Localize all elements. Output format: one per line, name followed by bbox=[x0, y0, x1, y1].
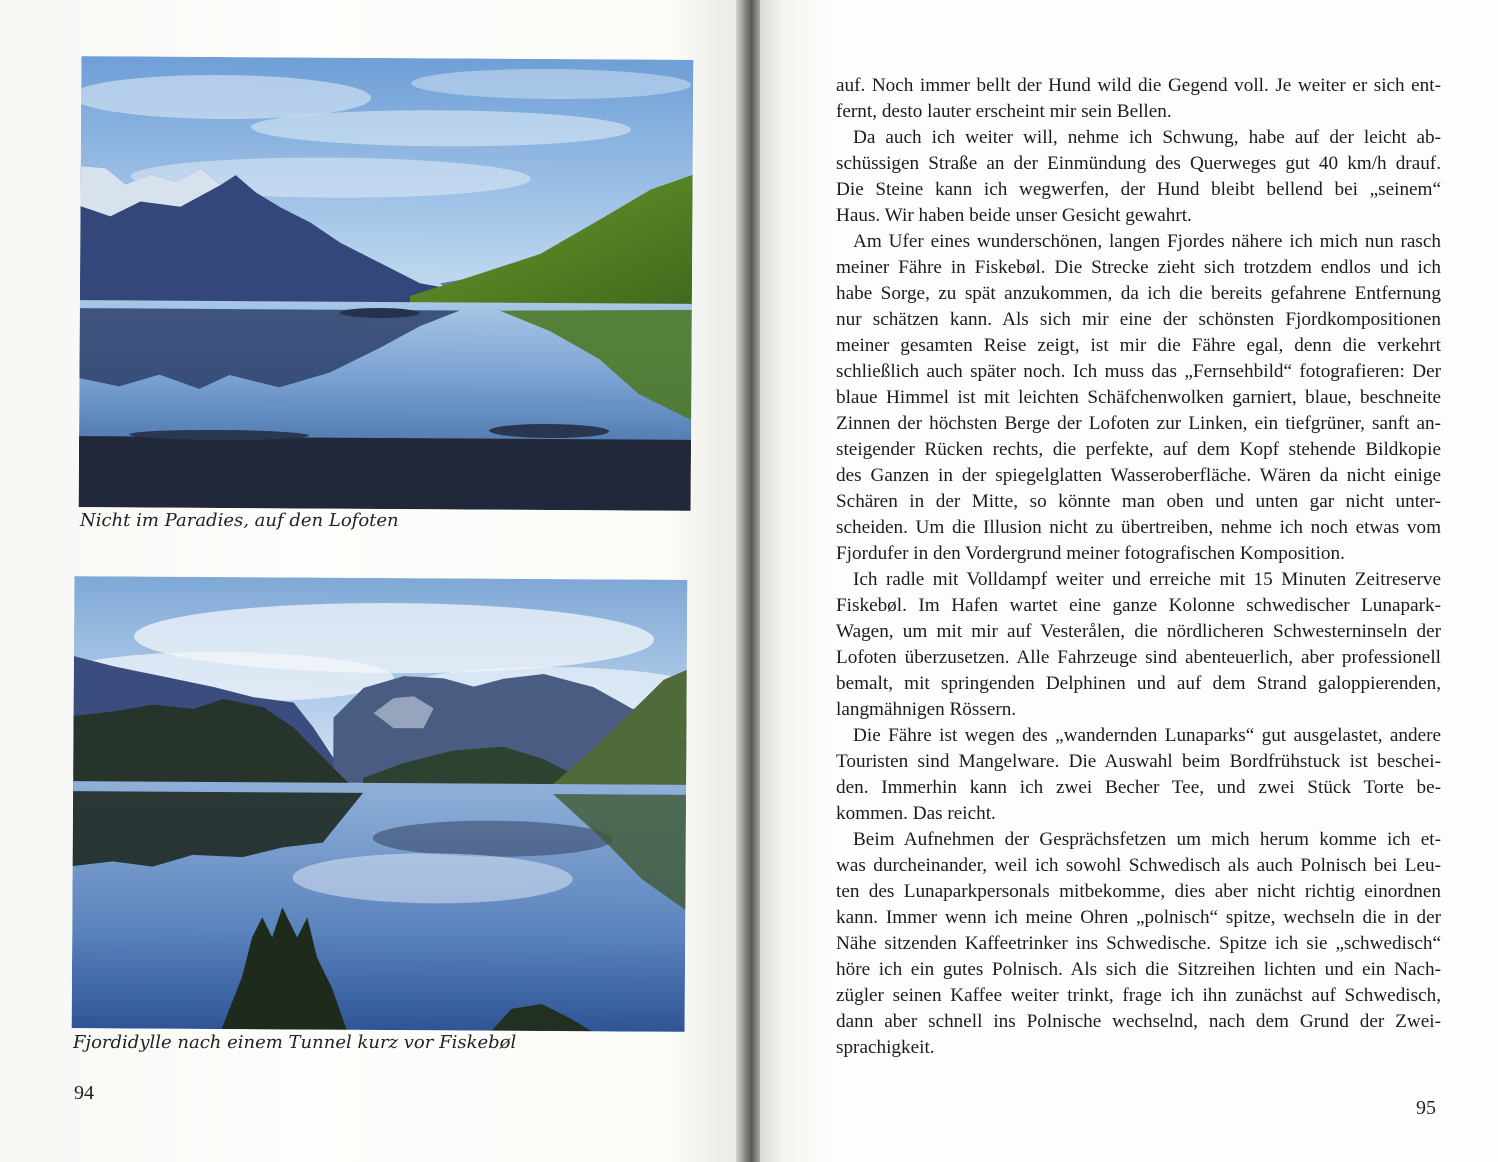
text-line: meiner Fähre in Fiskebøl. Die Strecke zieht sich trotzdem endlos und ich bbox=[836, 257, 1441, 278]
text-line: schüssigen Straße an der Einmündung des Querweges gut 40 km/h drauf. bbox=[836, 153, 1441, 174]
text-line: Da auch ich weiter will, nehme ich Schwung, habe auf der leicht ab- bbox=[853, 127, 1441, 148]
page-number: 94 bbox=[74, 1082, 94, 1104]
text-line: ten des Lunaparkpersonals mitbekomme, dies aber nicht richtig einordnen bbox=[836, 881, 1441, 902]
text-line: Schären in der Mitte, so könnte man oben und unten gar nicht unter- bbox=[836, 491, 1441, 512]
text-line: Beim Aufnehmen der Gesprächsfetzen um mich herum komme ich et- bbox=[853, 829, 1441, 850]
text-line: Lofoten überzusetzen. Alle Fahrzeuge sind abenteuerlich, aber professionell bbox=[836, 647, 1441, 668]
photo-fjord-fiskeboel bbox=[72, 576, 688, 1032]
text-line: Fjordufer in den Vordergrund meiner fotografischen Komposition. bbox=[836, 543, 1345, 564]
text-line: blaue Himmel ist mit leichten Schäfchenwolken garniert, blaue, beschneite bbox=[836, 387, 1441, 408]
text-line: dann aber schnell ins Polnische wechselnd, nach dem Grund der Zwei- bbox=[836, 1011, 1441, 1032]
text-line: kommen. Das reicht. bbox=[836, 803, 996, 824]
text-line: Wagen, um mit mir auf Vesterålen, die nördlicheren Schwesterninseln der bbox=[836, 621, 1441, 642]
text-line: was durcheinander, weil ich sowohl Schwedisch als auch Polnisch bei Leu- bbox=[836, 855, 1441, 876]
text-line: bemalt, mit springenden Delphinen und auf dem Strand galoppierenden, bbox=[836, 673, 1441, 694]
text-line: auf. Noch immer bellt der Hund wild die Gegend voll. Je weiter er sich ent- bbox=[836, 75, 1441, 96]
text-line: Die Fähre ist wegen des „wandernden Lunaparks“ gut ausgelastet, andere bbox=[853, 725, 1441, 746]
text-line: Zinnen der höchsten Berge der Lofoten zur Linken, ein tiefgrüner, sanft an- bbox=[836, 413, 1441, 434]
text-line: nur schätzen kann. Als sich mir eine der schönsten Fjordkompositionen bbox=[836, 309, 1441, 330]
text-line: scheiden. Um die Illusion nicht zu übertreiben, nehme ich noch etwas vom bbox=[836, 517, 1441, 538]
text-line: Die Steine kann ich wegwerfen, der Hund bleibt bellend bei „seinem“ bbox=[836, 179, 1441, 200]
text-line: Haus. Wir haben beide unser Gesicht gewahrt. bbox=[836, 205, 1192, 226]
left-page bbox=[0, 0, 742, 1162]
text-line: habe Sorge, zu spät anzukommen, da ich die bereits gefahrene Entfernung bbox=[836, 283, 1441, 304]
text-line: sprachigkeit. bbox=[836, 1037, 935, 1058]
text-line: Ich radle mit Volldampf weiter und erreiche mit 15 Minuten Zeitreserve bbox=[853, 569, 1441, 590]
page-number: 95 bbox=[1416, 1097, 1436, 1119]
photo-caption: Nicht im Paradies, auf den Lofoten bbox=[80, 510, 399, 531]
text-line: des Ganzen in der spiegelglatten Wasseroberfläche. Wären da nicht einige bbox=[836, 465, 1441, 486]
text-line: Fiskebøl. Im Hafen wartet eine ganze Kolonne schwedischer Lunapark- bbox=[836, 595, 1441, 616]
photo-fjord-lofoten bbox=[79, 56, 694, 511]
text-line: Nähe sitzenden Kaffeetrinker ins Schwedische. Spitze ich sie „schwedisch“ bbox=[836, 933, 1441, 954]
text-line: Am Ufer eines wunderschönen, langen Fjordes nähere ich mich nun rasch bbox=[853, 231, 1441, 252]
text-line: höre ich ein gutes Polnisch. Als sich die Sitzreihen lichten und ein Nach- bbox=[836, 959, 1441, 980]
text-line: meiner gesamten Reise zeigt, ist mir die Fähre egal, denn die verkehrt bbox=[836, 335, 1441, 356]
text-line: schließlich auch später noch. Ich muss das „Fernsehbild“ fotografieren: Der bbox=[836, 361, 1441, 382]
photo-caption: Fjordidylle nach einem Tunnel kurz vor Fiskebøl bbox=[73, 1032, 517, 1053]
text-line: steigender Rücken rechts, die perfekte, auf dem Kopf stehende Bildkopie bbox=[836, 439, 1441, 460]
text-line: langmähnigen Rössern. bbox=[836, 699, 1017, 720]
body-text bbox=[836, 73, 1441, 1061]
text-line: fernt, desto lauter erscheint mir sein Bellen. bbox=[836, 101, 1172, 122]
text-line: den. Immerhin kann ich zwei Becher Tee, und zwei Stück Torte be- bbox=[836, 777, 1441, 798]
text-line: zügler seinen Kaffee weiter trinkt, frage ich ihn zunächst auf Schwedisch, bbox=[836, 985, 1441, 1006]
text-line: Touristen sind Mangelware. Die Auswahl beim Bordfrühstuck ist beschei- bbox=[836, 751, 1441, 772]
text-line: kann. Immer wenn ich meine Ohren „polnisch“ spitze, wechseln die in der bbox=[836, 907, 1441, 928]
